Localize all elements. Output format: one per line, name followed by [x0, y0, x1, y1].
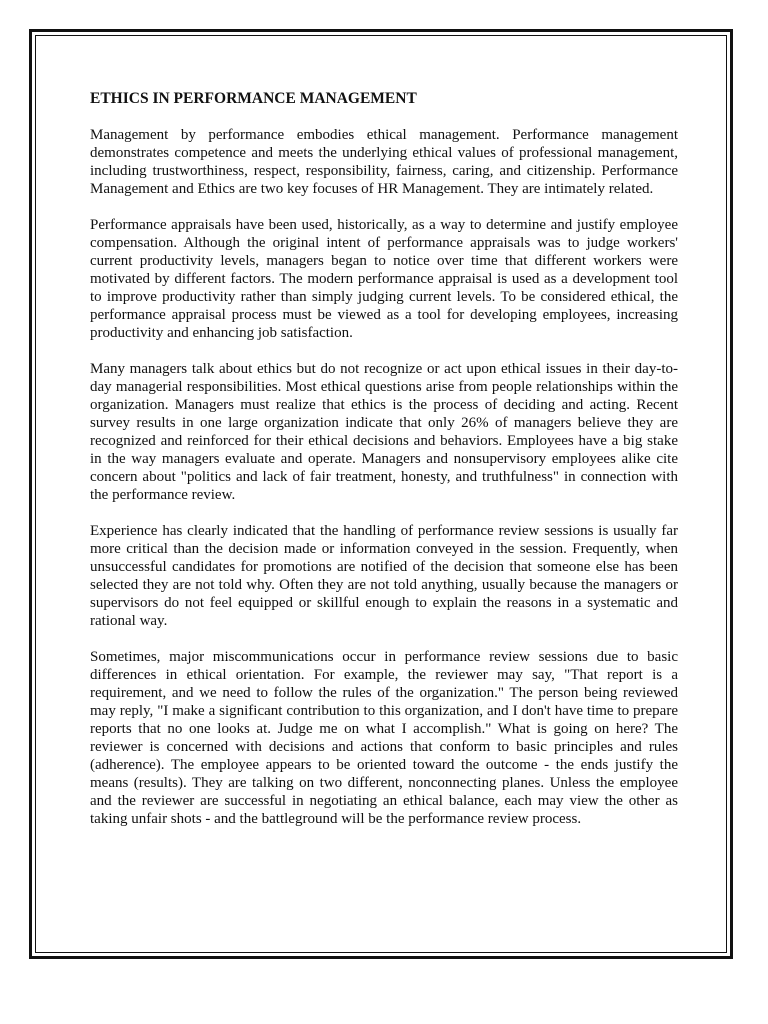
document-title: ETHICS IN PERFORMANCE MANAGEMENT — [90, 90, 417, 107]
paragraph-4: Experience has clearly indicated that the handling of performance review sessions is usually far more critical than the decision made or information conveyed in the session. Frequently, when unsuccessful candidates for promotions are notified of the decision that someone else has been selected they are not told why. Often they are not told anything, usually because the managers or supervisors do not feel equipped or skillful enough to explain the reasons in a systematic and rational way. — [90, 523, 678, 629]
document-body — [90, 90, 678, 846]
paragraph-2: Performance appraisals have been used, historically, as a way to determine and justify employee compensation. Although the original intent of performance appraisals was to judge workers' current productivity levels, managers began to notice over time that different workers were motivated by different factors. The modern performance appraisal is used as a development tool to improve productivity rather than simply judging current levels. To be considered ethical, the performance appraisal process must be viewed as a tool for developing employees, increasing productivity and enhancing job satisfaction. — [90, 217, 678, 341]
paragraph-3: Many managers talk about ethics but do not recognize or act upon ethical issues in their day-to-day managerial responsibilities. Most ethical questions arise from people relationships within the organization. Managers must realize that ethics is the process of deciding and acting. Recent survey results in one large organization indicate that only 26% of managers believe they are recognized and reinforced for their ethical decisions and behaviors. Employees have a big stake in the way managers evaluate and operate. Managers and nonsupervisory employees alike cite concern about "politics and lack of fair treatment, honesty, and truthfulness" in connection with the performance review. — [90, 361, 678, 503]
paragraph-5: Sometimes, major miscommunications occur in performance review sessions due to basic differences in ethical orientation. For example, the reviewer may say, "That report is a requirement, and we need to follow the rules of the organization." The person being reviewed may reply, "I make a significant contribution to this organization, and I don't have time to prepare reports that no one looks at. Judge me on what I accomplish." What is going on here? The reviewer is concerned with decisions and actions that conform to basic principles and rules (adherence). The employee appears to be oriented toward the outcome - the ends justify the means (results). They are talking on two different, nonconnecting planes. Unless the employee and the reviewer are successful in negotiating an ethical balance, each may view the other as taking unfair shots - and the battleground will be the performance review process. — [90, 649, 678, 827]
paragraph-1: Management by performance embodies ethical management. Performance management demonstrates competence and meets the underlying ethical values of professional management, including trustworthiness, respect, responsibility, fairness, caring, and citizenship. Performance Management and Ethics are two key focuses of HR Management. They are intimately related. — [90, 127, 678, 197]
